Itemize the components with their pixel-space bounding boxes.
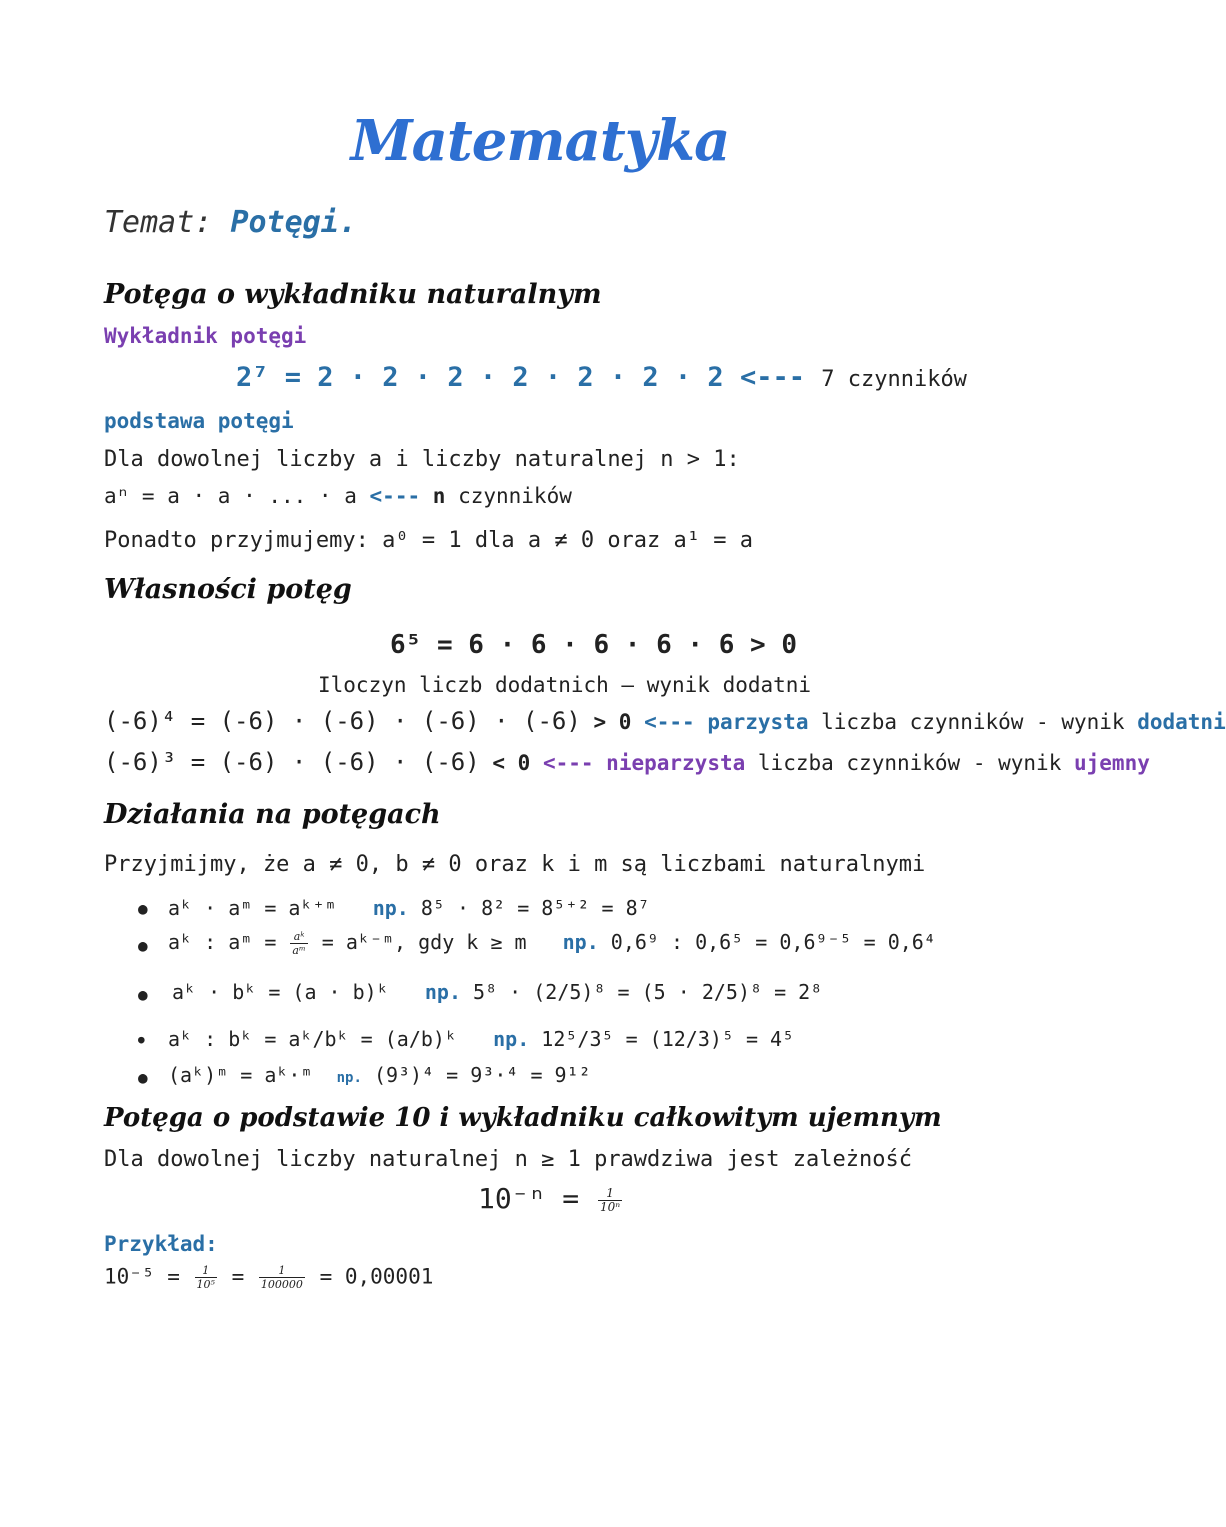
rule-same-exponent-quotient xyxy=(168,1027,794,1051)
gt-zero: > 0 xyxy=(593,710,632,734)
fraction: $\frac{1}{\text{10⁵}}$ xyxy=(196,1264,215,1291)
rule-text: aᵏ : bᵏ = aᵏ/bᵏ = (a/b)ᵏ xyxy=(168,1027,457,1051)
assumption-line: Przyjmijmy, że a ≠ 0, b ≠ 0 oraz k i m są liczbami naturalnymi xyxy=(104,852,926,877)
odd-mid: liczba czynników - wynik xyxy=(757,751,1062,775)
page-title: Matematyka xyxy=(350,108,730,174)
bullet-icon: ● xyxy=(138,936,148,955)
odd-expr: (-6)³ = (-6) · (-6) · (-6) xyxy=(104,748,480,776)
base-label: podstawa potęgi xyxy=(104,409,294,433)
topic-name: Potęgi. xyxy=(230,205,357,240)
np-label: np. xyxy=(336,1070,362,1086)
odd-keyword: nieparzysta xyxy=(606,751,746,775)
arrow: <--- xyxy=(369,484,421,508)
arrow: <--- xyxy=(644,710,695,734)
arrow: <--- xyxy=(542,751,594,775)
base10-example xyxy=(104,1264,433,1291)
convention-line: Ponadto przyjmujemy: a⁰ = 1 dla a ≠ 0 oraz a¹ = a xyxy=(104,528,754,553)
rule-example: (9³)⁴ = 9³·⁴ = 9¹² xyxy=(373,1063,591,1087)
np-label: np. xyxy=(372,896,409,920)
example-left: 10⁻⁵ = xyxy=(104,1264,180,1289)
exponent-label: Wykładnik potęgi xyxy=(104,324,307,348)
fraction: $\frac{\text{aᵏ}}{\text{aᵐ}}$ xyxy=(292,930,306,957)
rule-example: 8⁵ · 8² = 8⁵⁺² = 8⁷ xyxy=(420,896,650,920)
positive-example: 6⁵ = 6 · 6 · 6 · 6 · 6 > 0 xyxy=(390,630,797,660)
factor-count-note: 7 czynników xyxy=(821,367,967,392)
rule-product xyxy=(168,896,650,920)
rule-text: aᵏ · aᵐ = aᵏ⁺ᵐ xyxy=(168,896,337,920)
topic-line xyxy=(104,205,357,240)
definition-line: Dla dowolnej liczby a i liczby naturalnej n > 1: xyxy=(104,447,740,472)
example-label: Przykład: xyxy=(104,1232,218,1256)
arrow: <--- xyxy=(739,362,805,393)
rule-text: aᵏ : aᵐ = xyxy=(168,930,277,954)
n-label: n xyxy=(432,484,446,508)
even-keyword: parzysta xyxy=(707,710,809,734)
rule-power-of-power xyxy=(168,1063,591,1087)
even-expr: (-6)⁴ = (-6) · (-6) · (-6) · (-6) xyxy=(104,707,581,735)
bullet-icon: ● xyxy=(138,899,148,918)
rule-example: 0,6⁹ : 0,6⁵ = 0,6⁹⁻⁵ = 0,6⁴ xyxy=(610,930,936,954)
rule-text: (aᵏ)ᵐ = aᵏ·ᵐ xyxy=(168,1063,313,1087)
lt-zero: < 0 xyxy=(492,751,531,775)
section-heading-base10: Potęga o podstawie 10 i wykładniku całkowitym ujemnym xyxy=(104,1103,942,1133)
formula-left: 10⁻ⁿ = xyxy=(478,1182,580,1215)
even-result: dodatni xyxy=(1137,710,1226,734)
np-label: np. xyxy=(424,980,461,1004)
np-label: np. xyxy=(493,1027,530,1051)
topic-label: Temat: xyxy=(104,205,213,240)
np-label: np. xyxy=(562,930,599,954)
section-heading-properties: Własności potęg xyxy=(104,574,352,605)
section-heading-operations: Działania na potęgach xyxy=(104,799,441,830)
odd-result: ujemny xyxy=(1074,751,1150,775)
factor-note: czynników xyxy=(458,484,572,508)
equals: = xyxy=(231,1264,245,1289)
even-example-line xyxy=(104,707,1226,735)
positive-note: Iloczyn liczb dodatnich – wynik dodatni xyxy=(318,673,812,697)
rule-text: = aᵏ⁻ᵐ, gdy k ≥ m xyxy=(321,930,527,954)
power-example: 2⁷ = 2 · 2 · 2 · 2 · 2 · 2 · 2 xyxy=(236,362,724,393)
statement-line: Dla dowolnej liczby naturalnej n ≥ 1 prawdziwa jest zależność xyxy=(104,1147,912,1172)
rule-quotient xyxy=(168,930,936,957)
section-heading-natural-exponent: Potęga o wykładniku naturalnym xyxy=(104,279,602,310)
bullet-icon: ● xyxy=(138,1033,145,1046)
rule-same-exponent-product xyxy=(172,980,822,1004)
rule-text: aᵏ · bᵏ = (a · b)ᵏ xyxy=(172,980,389,1004)
bullet-icon: ● xyxy=(138,1068,148,1087)
even-mid: liczba czynników - wynik xyxy=(821,710,1125,734)
base10-formula xyxy=(478,1182,624,1215)
example-result: = 0,00001 xyxy=(319,1264,434,1289)
definition-formula xyxy=(104,484,572,508)
odd-example-line xyxy=(104,748,1150,776)
rule-example: 12⁵/3⁵ = (12/3)⁵ = 4⁵ xyxy=(541,1027,795,1051)
bullet-icon: ● xyxy=(138,985,148,1004)
fraction: $\frac{1}{\text{10ⁿ}}$ xyxy=(600,1185,621,1214)
fraction: $\frac{1}{100000}$ xyxy=(260,1264,303,1291)
formula: aⁿ = a · a · ... · a xyxy=(104,484,357,508)
rule-example: 5⁸ · (2/5)⁸ = (5 · 2/5)⁸ = 2⁸ xyxy=(473,980,823,1004)
power-example-line xyxy=(236,362,967,393)
